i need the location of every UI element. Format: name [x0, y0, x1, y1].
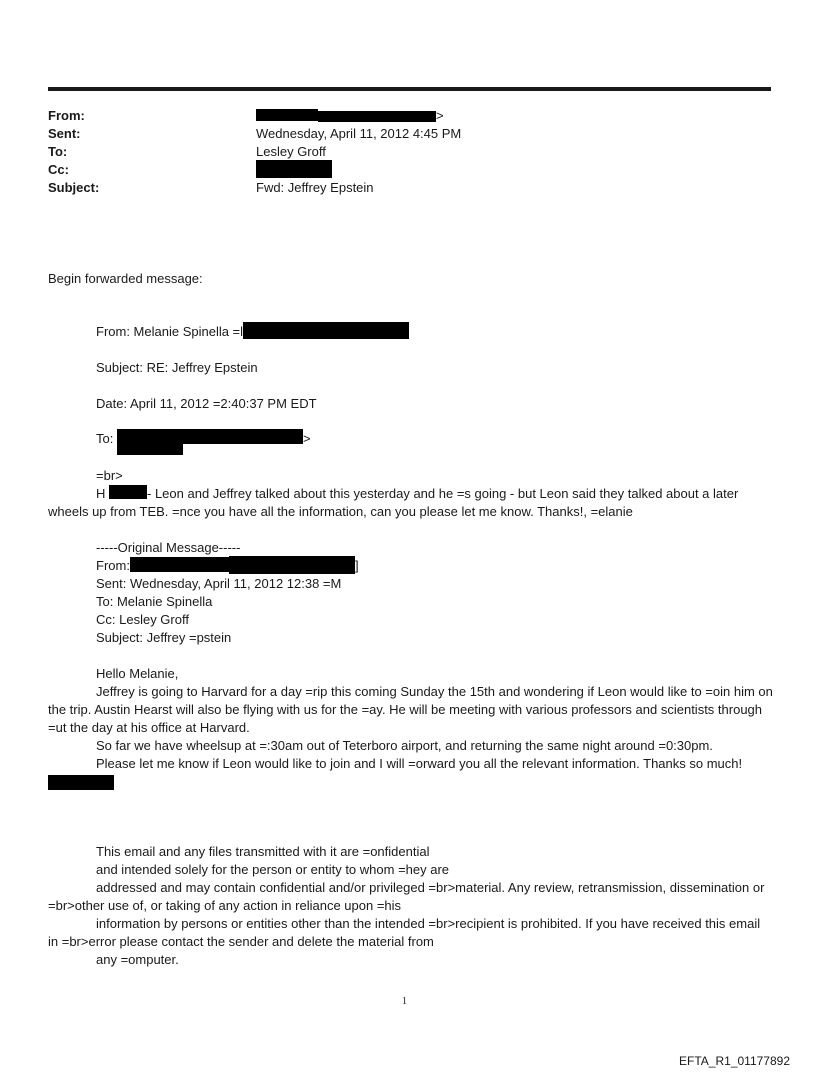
bates-number: EFTA_R1_01177892 [679, 1054, 790, 1068]
forward-intro: Begin forwarded message: [48, 271, 203, 286]
redaction-box [256, 109, 318, 121]
redaction-box [183, 429, 303, 444]
original-message-divider: -----Original Message----- [96, 540, 241, 555]
redaction-box [318, 111, 436, 122]
page-number: 1 [402, 996, 407, 1007]
body-paragraph-1: Jeffrey is going to Harvard for a day =rip this coming Sunday the 15th and wondering if Leon would like to =oin him on the trip. Austin Hearst will also be flying with us for the =ay. He will be meeting with various professors and scientists through =ut the day at his office at Harvard. [48, 684, 773, 735]
disclaimer-line-4: information by persons or entities other than the intended =br>recipient is prohibited. If you have received this email in =br>error please contact the sender and delete the material from [48, 916, 761, 949]
original-subject: Subject: Jeffrey =pstein [96, 630, 232, 645]
forwarded-to: To: > [96, 430, 311, 455]
body-paragraph [48, 683, 773, 791]
original-cc: Cc: Lesley Groff [96, 612, 189, 627]
forwarded-subject: Subject: RE: Jeffrey Epstein [96, 360, 258, 375]
original-sent: Sent: Wednesday, April 11, 2012 12:38 =M [96, 576, 342, 591]
subject-label: Subject: [48, 180, 100, 195]
from-label: From: [48, 108, 85, 123]
redaction-box [229, 556, 355, 574]
disclaimer [48, 843, 773, 969]
redaction-box [109, 485, 147, 499]
disclaimer-line-5: any =omputer. [96, 952, 179, 967]
to-value: Lesley Groff [256, 144, 326, 159]
original-to: To: Melanie Spinella [96, 594, 213, 609]
reply-line-2: wheels up from TEB. =nce you have all the information, can you please let me know. Thanks!, =elanie [48, 504, 633, 519]
redaction-box [256, 160, 332, 178]
subject-value: Fwd: Jeffrey Epstein [256, 180, 374, 195]
forwarded-br: =br> [96, 468, 123, 483]
header-rule [48, 87, 771, 91]
disclaimer-line-1: This email and any files transmitted with it are =onfidential [96, 844, 430, 859]
forwarded-from: From: Melanie Spinella =l [96, 323, 409, 341]
original-from: From: ] [96, 557, 359, 575]
sent-value: Wednesday, April 11, 2012 4:45 PM [256, 126, 462, 141]
disclaimer-line-3: addressed and may contain confidential and/or privileged =br>material. Any review, retransmission, dissemination or =br>other use of, or taking of any action in reliance upon =his [48, 880, 765, 913]
to-label: To: [48, 144, 68, 159]
redaction-box [243, 322, 409, 339]
sent-label: Sent: [48, 126, 81, 141]
body-paragraph-3: Please let me know if Leon would like to join and I will =orward you all the relevant information. Thanks so much! [48, 755, 773, 791]
greeting: Hello Melanie, [96, 666, 179, 681]
redaction-box [48, 775, 114, 790]
reply-line-1: H - Leon and Jeffrey talked about this yesterday and he =s going - but Leon said they talked about a later [96, 486, 739, 501]
from-value: > [256, 107, 444, 125]
redaction-box [117, 429, 183, 455]
cc-label: Cc: [48, 162, 69, 177]
body-paragraph-2: So far we have wheelsup at =:30am out of Teterboro airport, and returning the same night around =0:30pm. [96, 738, 713, 753]
cc-value [256, 161, 332, 179]
forwarded-date: Date: April 11, 2012 =2:40:37 PM EDT [96, 396, 317, 411]
redaction-box [130, 557, 229, 572]
disclaimer-line-2: and intended solely for the person or entity to whom =hey are [96, 862, 450, 877]
